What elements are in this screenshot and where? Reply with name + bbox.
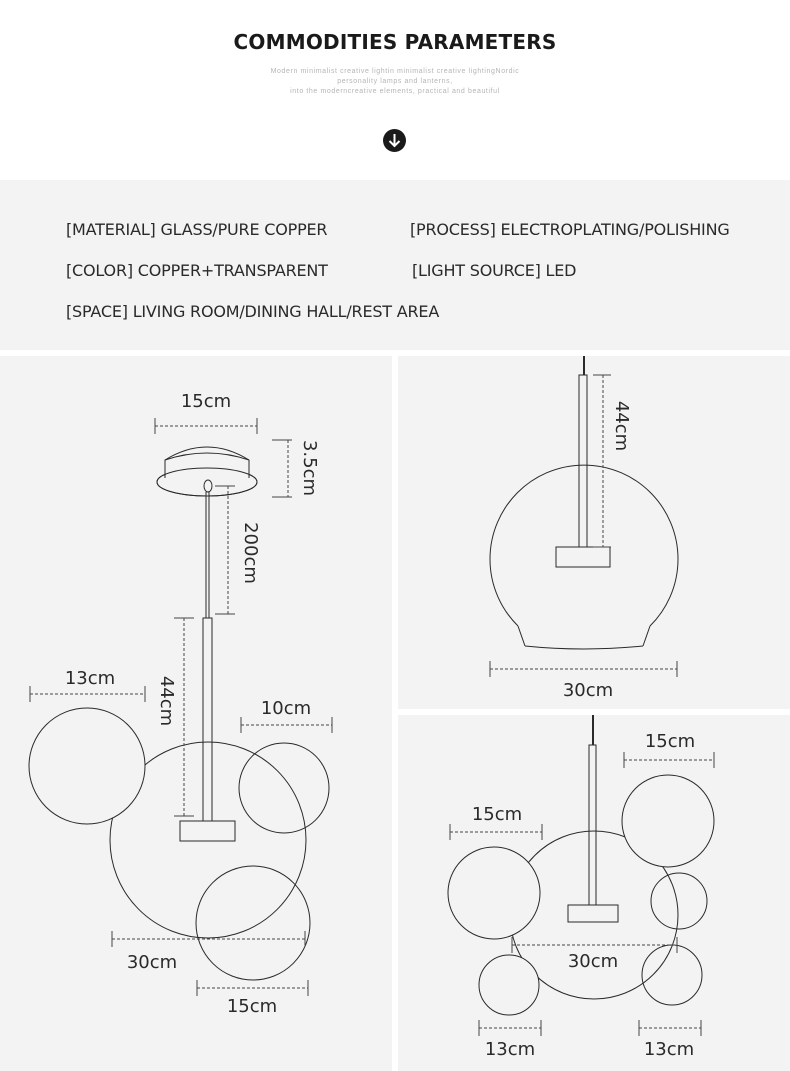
subtitle-line-3: into the moderncreative elements, practical and beautiful	[290, 88, 500, 95]
subtitle-line-2: personality lamps and lanterns,	[337, 78, 453, 85]
dim-canopy-height: 3.5cm	[299, 439, 320, 497]
parameters-section	[0, 180, 790, 350]
dim-rod-length-single: 44cm	[611, 400, 632, 452]
param-light-source: [LIGHT SOURCE] LED	[412, 261, 577, 280]
single-globe-diagram	[398, 356, 790, 709]
diagram-panel-main	[0, 356, 392, 1071]
dim-globe-single: 30cm	[562, 680, 614, 701]
param-process: [PROCESS] ELECTROPLATING/POLISHING	[410, 220, 730, 239]
dim-main-ball-cluster: 30cm	[567, 951, 619, 972]
param-color: [COLOR] COPPER+TRANSPARENT	[66, 261, 328, 280]
page-title: COMMODITIES PARAMETERS	[233, 30, 557, 54]
dim-left-ball-cluster: 15cm	[471, 804, 523, 825]
dim-left-ball: 13cm	[64, 668, 116, 689]
dim-cable-length: 200cm	[240, 522, 261, 584]
dim-main-ball: 30cm	[126, 952, 178, 973]
diagram-panel-single	[398, 356, 790, 709]
dim-bottom-right-ball: 13cm	[643, 1039, 695, 1060]
arrow-down-circle-icon	[383, 129, 406, 152]
dim-top-right-ball: 15cm	[644, 731, 696, 752]
dim-bottom-ball: 15cm	[226, 996, 278, 1017]
diagram-panel-cluster	[398, 715, 790, 1071]
header	[0, 0, 790, 180]
dim-bottom-left-ball: 13cm	[484, 1039, 536, 1060]
dim-right-ball: 10cm	[260, 698, 312, 719]
bubble-cluster-diagram	[398, 715, 790, 1071]
subtitle-line-1: Modern minimalist creative lightin minimalist creative lightingNordic	[270, 68, 520, 75]
dim-rod-length: 44cm	[156, 675, 177, 727]
pendant-cluster-diagram	[0, 356, 392, 1071]
param-space: [SPACE] LIVING ROOM/DINING HALL/REST AREA	[66, 302, 440, 321]
param-material: [MATERIAL] GLASS/PURE COPPER	[66, 220, 328, 239]
dim-canopy-width: 15cm	[180, 391, 232, 412]
